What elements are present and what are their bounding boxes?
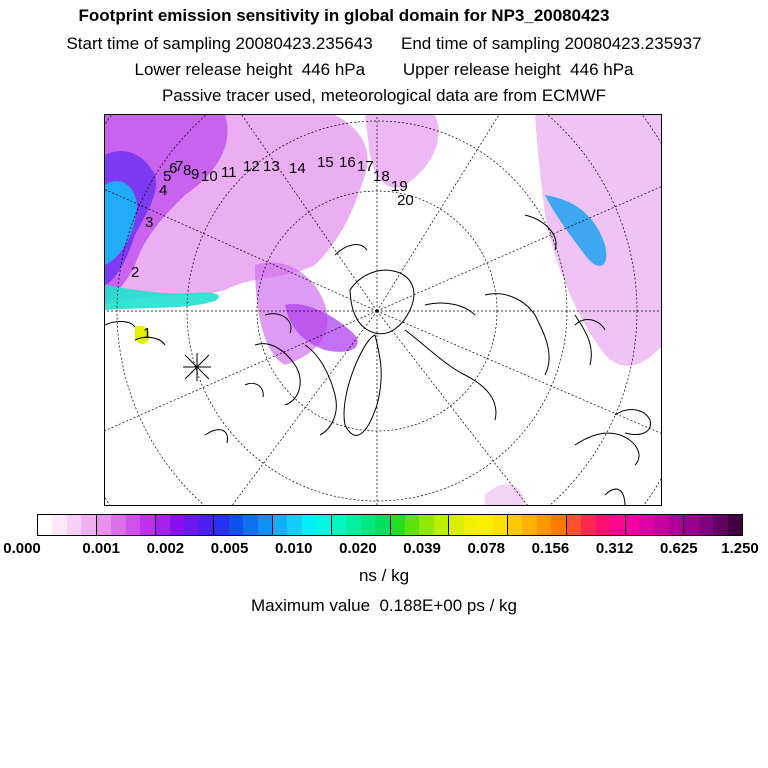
colorbar-cell <box>361 515 375 535</box>
track-label: 9 <box>191 166 200 183</box>
colorbar-cell <box>287 515 301 535</box>
colorbar-tick-label: 0.156 <box>531 540 570 557</box>
colorbar-cell <box>728 515 742 535</box>
colorbar-cell <box>126 515 140 535</box>
track-label: 8 <box>183 162 192 179</box>
colorbar-tick-label: 0.002 <box>146 540 185 557</box>
track-label: 7 <box>175 158 184 175</box>
colorbar-cell <box>508 515 522 535</box>
colorbar-tick-label: 0.625 <box>660 540 698 557</box>
colorbar-cell <box>258 515 273 535</box>
track-label: 3 <box>145 214 154 231</box>
colorbar-cell <box>229 515 243 535</box>
colorbar-cell <box>478 515 492 535</box>
colorbar-cell <box>581 515 595 535</box>
track-label: 15 <box>317 154 334 171</box>
colorbar-tick-labels <box>0 540 768 560</box>
colorbar-cell <box>140 515 155 535</box>
colorbar-cell <box>170 515 184 535</box>
colorbar-cell <box>713 515 727 535</box>
colorbar-cell <box>52 515 66 535</box>
colorbar-cell <box>273 515 287 535</box>
track-label: 20 <box>397 192 414 209</box>
colorbar-cell <box>464 515 478 535</box>
colorbar-cell <box>97 515 111 535</box>
colorbar-cell <box>684 515 698 535</box>
colorbar-cell <box>111 515 125 535</box>
colorbar-cell <box>434 515 449 535</box>
polar-map <box>105 115 662 506</box>
track-label: 17 <box>357 158 374 175</box>
asterisk-icon <box>183 353 211 381</box>
release-height-line: Lower release height 446 hPa Upper release height 446 hPa <box>134 60 634 79</box>
track-label: 2 <box>131 264 140 281</box>
colorbar-cell <box>214 515 228 535</box>
colorbar-cell <box>640 515 654 535</box>
colorbar-tick-label: 0.312 <box>595 540 634 557</box>
colorbar-cell <box>551 515 566 535</box>
colorbar-cell <box>184 515 198 535</box>
track-label: 12 <box>243 158 260 175</box>
track-label: 13 <box>263 158 280 175</box>
track-label: 16 <box>339 154 356 171</box>
colorbar-cell <box>332 515 346 535</box>
maximum-value: Maximum value 0.188E+00 ps / kg <box>251 596 517 615</box>
colorbar-cell <box>419 515 433 535</box>
colorbar-cell <box>375 515 390 535</box>
colorbar-cell <box>567 515 581 535</box>
colorbar-cell <box>302 515 316 535</box>
colorbar-cell <box>199 515 214 535</box>
sampling-time-line: Start time of sampling 20080423.235643 End time of sampling 20080423.235937 <box>66 34 702 53</box>
colorbar-cell <box>346 515 360 535</box>
colorbar-tick-label: 0.039 <box>403 540 441 557</box>
colorbar-cell <box>537 515 551 535</box>
tracer-info-line: Passive tracer used, meteorological data are from ECMWF <box>161 86 607 105</box>
colorbar-cell <box>654 515 668 535</box>
track-label: 10 <box>201 168 218 185</box>
colorbar-cell <box>699 515 713 535</box>
colorbar-cell <box>669 515 684 535</box>
plot-title: Footprint emission sensitivity in global domain for NP3_20080423 <box>78 6 610 25</box>
map-panel <box>104 114 662 506</box>
colorbar-cell <box>38 515 52 535</box>
track-label: 1 <box>143 325 152 342</box>
colorbar-tick-label: 0.010 <box>274 540 313 557</box>
track-label: 11 <box>221 164 237 181</box>
colorbar-unit: ns / kg <box>358 566 410 585</box>
colorbar-tick-label: 0.000 <box>3 540 41 557</box>
colorbar-cell <box>596 515 610 535</box>
colorbar-cell <box>405 515 419 535</box>
colorbar-cell <box>522 515 536 535</box>
colorbar-cell <box>493 515 508 535</box>
track-label: 4 <box>159 182 168 199</box>
colorbar-cell <box>156 515 170 535</box>
track-label: 18 <box>373 168 390 185</box>
colorbar-cell <box>81 515 96 535</box>
colorbar-cell <box>449 515 463 535</box>
colorbar-tick-label: 0.020 <box>339 540 377 557</box>
colorbar-tick-label: 0.005 <box>210 540 249 557</box>
colorbar-cell <box>243 515 257 535</box>
colorbar-cell <box>610 515 625 535</box>
colorbar-tick-label: 1.250 <box>721 540 759 557</box>
colorbar-tick-label: 0.078 <box>467 540 506 557</box>
track-label: 6 <box>169 160 178 177</box>
colorbar-cell <box>67 515 81 535</box>
track-label: 19 <box>391 178 408 195</box>
colorbar-tick-label: 0.001 <box>82 540 120 557</box>
track-label: 14 <box>289 160 306 177</box>
colorbar-cell <box>316 515 331 535</box>
colorbar-cell <box>391 515 405 535</box>
colorbar <box>37 514 743 536</box>
colorbar-cell <box>626 515 640 535</box>
track-label: 5 <box>163 168 172 185</box>
